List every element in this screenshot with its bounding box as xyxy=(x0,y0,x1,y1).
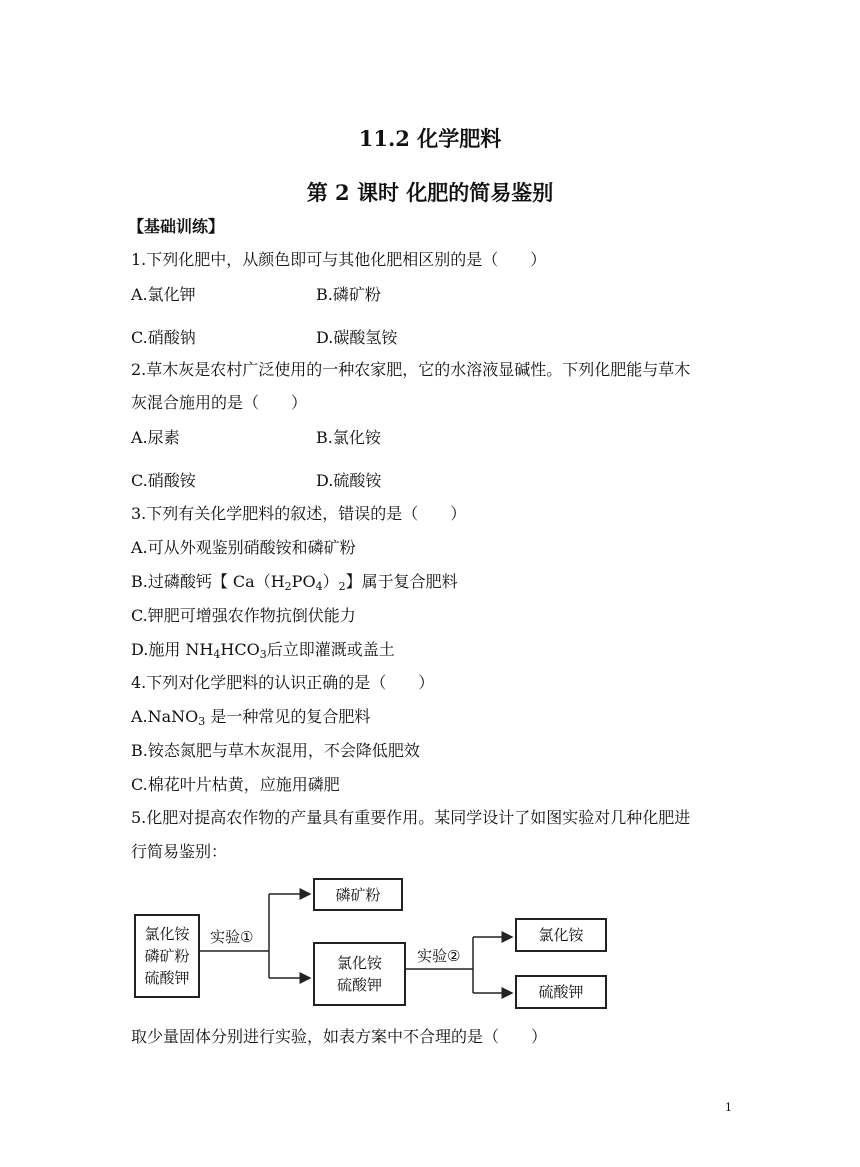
page-title: 11.2 化学肥料 xyxy=(358,126,502,151)
top-result-box xyxy=(313,878,403,911)
q2-stem-line1: 2.草木灰是农村广泛使用的一种农家肥，它的水溶液显碱性。下列化肥能与草木 xyxy=(131,360,691,379)
q1-option-a: A.氯化钾 xyxy=(131,285,196,304)
result1-text: 氯化铵 xyxy=(538,926,584,944)
result2-text: 硫酸钾 xyxy=(538,983,584,1001)
q3-option-a: A.可从外观鉴别硝酸铵和磷矿粉 xyxy=(131,538,356,557)
mid-item: 氯化铵 xyxy=(336,954,382,972)
start-box xyxy=(134,914,200,998)
q1-stem: 1.下列化肥中，从颜色即可与其他化肥相区别的是（ ） xyxy=(131,250,547,269)
section-heading: 【基础训练】 xyxy=(128,217,225,236)
q2-stem-line2: 灰混合施用的是（ ） xyxy=(131,393,308,412)
q4-option-c: C.棉花叶片枯黄，应施用磷肥 xyxy=(131,775,340,794)
q5-after-diagram: 取少量固体分别进行实验，如表方案中不合理的是（ ） xyxy=(131,1027,548,1046)
q3-option-b: B.过磷酸钙【 $Ca(H_2PO_4)_2$】属于复合肥料 xyxy=(131,572,458,593)
identification-flow-diagram xyxy=(132,872,612,1012)
q3-option-c: C.钾肥可增强农作物抗倒伏能力 xyxy=(131,606,356,625)
start-item: 磷矿粉 xyxy=(144,947,190,965)
start-item: 氯化铵 xyxy=(144,925,190,943)
result1-box xyxy=(515,918,607,952)
q2-option-c: C.硝酸铵 xyxy=(131,471,196,490)
q4-option-b: B.铵态氮肥与草木灰混用，不会降低肥效 xyxy=(131,741,420,760)
exp1-label: 实验① xyxy=(210,928,254,946)
q5-stem-line2: 行简易鉴别： xyxy=(131,842,228,861)
q2-option-b: B.氯化铵 xyxy=(316,428,381,447)
q4-stem: 4.下列对化学肥料的认识正确的是（ ） xyxy=(131,673,435,692)
q1-option-b: B.磷矿粉 xyxy=(316,285,381,304)
mid-box xyxy=(313,942,406,1006)
page-number: 1 xyxy=(725,1101,732,1114)
q1-option-c: C.硝酸钠 xyxy=(131,328,196,347)
mid-item: 硫酸钾 xyxy=(336,976,382,994)
q3-stem: 3.下列有关化学肥料的叙述，错误的是（ ） xyxy=(131,504,467,523)
q3-option-d: D.施用 $NH_4HCO_3$后立即灌溉或盖土 xyxy=(131,640,395,661)
exp2-label: 实验② xyxy=(417,947,461,965)
q5-stem-line1: 5.化肥对提高农作物的产量具有重要作用。某同学设计了如图实验对几种化肥进 xyxy=(131,808,691,827)
lesson-subtitle: 第 2 课时 化肥的简易鉴别 xyxy=(306,180,554,205)
q2-option-d: D.硫酸铵 xyxy=(316,471,382,490)
start-item: 硫酸钾 xyxy=(144,969,190,987)
top-result-text: 磷矿粉 xyxy=(335,885,381,904)
q1-option-d: D.碳酸氢铵 xyxy=(316,328,398,347)
q4-option-a: A.NaNO$_3$ 是一种常见的复合肥料 xyxy=(131,707,371,728)
q2-option-a: A.尿素 xyxy=(131,428,180,447)
result2-box xyxy=(515,975,607,1009)
